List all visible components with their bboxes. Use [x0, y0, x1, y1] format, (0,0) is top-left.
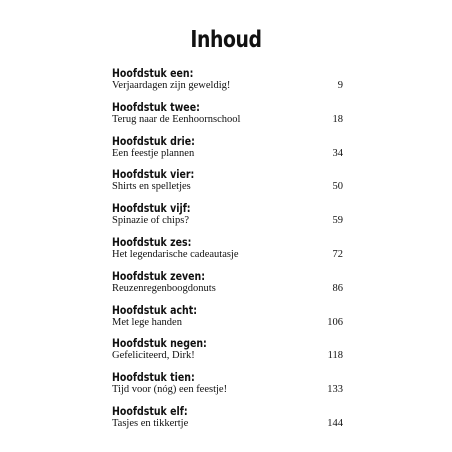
chapter-subtitle: Gefeliciteerd, Dirk!: [112, 350, 195, 362]
toc-entry[interactable]: [0, 167, 452, 201]
page-number: 50: [332, 181, 343, 193]
toc-entry[interactable]: [0, 66, 452, 100]
toc-list: [0, 66, 452, 438]
chapter-subtitle: Shirts en spelletjes: [112, 181, 191, 193]
chapter-label: Hoofdstuk tien:: [112, 370, 195, 385]
chapter-subtitle: Een feestje plannen: [112, 147, 195, 159]
toc-entry[interactable]: [0, 134, 452, 168]
page-number: 86: [332, 282, 343, 294]
page-number: 106: [327, 316, 343, 328]
toc-entry[interactable]: [0, 201, 452, 235]
chapter-label: Hoofdstuk negen:: [112, 336, 207, 351]
chapter-subtitle: Met lege handen: [112, 316, 182, 328]
chapter-label: Hoofdstuk vijf:: [112, 201, 191, 216]
page-number: 18: [332, 113, 343, 125]
page-number: 118: [327, 350, 343, 362]
page-number: 9: [337, 80, 343, 91]
chapter-subtitle: Spinazie of chips?: [112, 215, 189, 227]
chapter-label: Hoofdstuk zes:: [112, 234, 192, 249]
chapter-label: Hoofdstuk drie:: [112, 133, 195, 148]
chapter-label: Hoofdstuk elf:: [112, 403, 188, 418]
toc-entry[interactable]: [0, 336, 452, 370]
toc-entry[interactable]: [0, 404, 452, 438]
chapter-label: Hoofdstuk vier:: [112, 167, 195, 182]
chapter-label: Hoofdstuk acht:: [112, 302, 198, 317]
chapter-subtitle: Verjaardagen zijn geweldig!: [112, 80, 231, 91]
page-number: 34: [332, 147, 343, 159]
toc-entry[interactable]: [0, 269, 452, 303]
chapter-label: Hoofdstuk twee:: [112, 99, 200, 114]
page-title: Inhoud: [190, 27, 262, 53]
page-number: 133: [327, 384, 343, 396]
toc-entry[interactable]: [0, 235, 452, 269]
toc-entry[interactable]: [0, 370, 452, 404]
chapter-subtitle: Terug naar de Eenhoornschool: [112, 113, 241, 125]
page-number: 72: [332, 248, 343, 260]
chapter-subtitle: Tasjes en tikkertje: [112, 417, 189, 429]
chapter-subtitle: Het legendarische cadeautasje: [112, 248, 239, 260]
page-number: 59: [332, 215, 343, 227]
chapter-label: Hoofdstuk zeven:: [112, 268, 206, 283]
toc-entry[interactable]: [0, 303, 452, 337]
chapter-subtitle: Tijd voor (nóg) een feestje!: [112, 384, 228, 396]
page-number: 144: [327, 417, 343, 429]
chapter-label: Hoofdstuk een:: [112, 66, 194, 80]
chapter-subtitle: Reuzenregenboogdonuts: [112, 282, 216, 294]
toc-entry[interactable]: [0, 100, 452, 134]
